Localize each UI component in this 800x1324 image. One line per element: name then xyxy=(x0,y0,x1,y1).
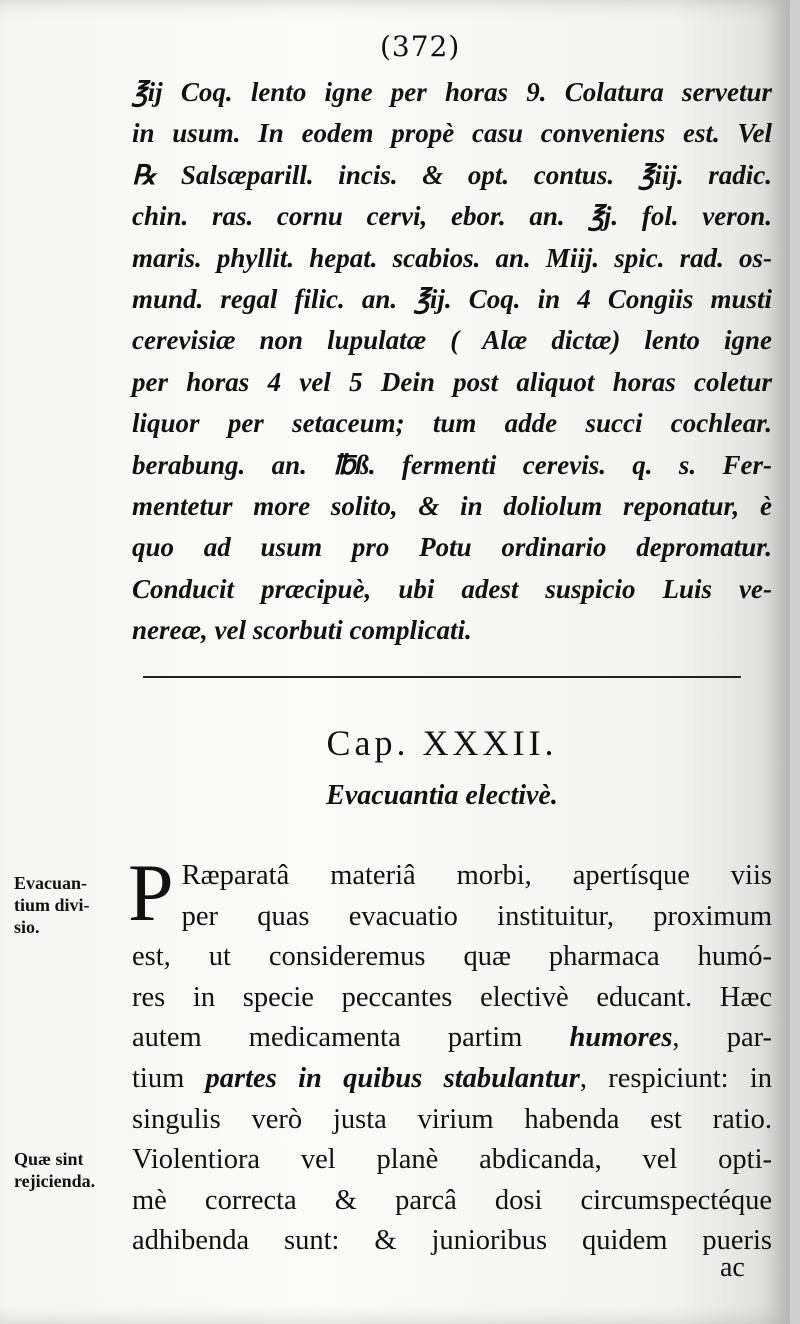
text-line: in usum. In eodem propè casu conveniens est. Vel xyxy=(132,118,772,149)
text-line: mund. regal filic. an. ℥ij. Coq. in 4 Congiis musti xyxy=(132,284,772,315)
recipe-paragraph xyxy=(132,72,772,652)
text-line: quo ad usum pro Potu ordinario depromatur. xyxy=(132,532,772,563)
drop-cap: P xyxy=(128,847,174,938)
text-line: Conducit præcipuè, ubi adest suspicio Luis ve- xyxy=(132,573,772,604)
catchword: ac xyxy=(720,1252,745,1283)
text-line: per horas 4 vel 5 Dein post aliquot horas coletur xyxy=(132,366,772,397)
margin-note-division xyxy=(14,872,90,938)
text-line: nereæ, vel scorbuti complicati. xyxy=(132,615,472,646)
margin-note-line: tium divi- xyxy=(14,895,90,915)
text-line: berabung. an. ℔ß. fermenti cerevis. q. s. Fer- xyxy=(132,449,772,480)
text-line: Violentiora vel planè abdicanda, vel opti- xyxy=(132,1144,772,1176)
text-line: chin. ras. cornu cervi, ebor. an. ℥j. fol. veron. xyxy=(132,201,772,232)
text-line: Ræparatâ materiâ morbi, apertísque viis xyxy=(181,860,772,891)
text-run: , par- xyxy=(672,1022,773,1054)
section-divider xyxy=(143,676,741,678)
chapter-body xyxy=(128,847,773,1262)
text-line: cerevisiæ non lupulatæ ( Alæ dictæ) lento igne xyxy=(132,325,772,356)
text-line: liquor per setaceum; tum adde succi cochlear. xyxy=(132,408,772,439)
text-line: res in specie peccantes electivè educant. Hæc xyxy=(132,981,772,1013)
chapter-title: Cap. XXXII. xyxy=(326,723,558,763)
text-line: mentetur more solito, & in doliolum reponatur, è xyxy=(132,491,772,522)
text-line: mè correcta & parcâ dosi circumspectéque xyxy=(132,1184,772,1216)
text-line: ℥ij Coq. lento igne per horas 9. Colatura servetur xyxy=(132,77,772,107)
text-line: maris. phyllit. hepat. scabios. an. Miij. spic. rad. os- xyxy=(132,242,772,273)
emphasis-text: partes in quibus xyxy=(205,1062,423,1094)
chapter-subtitle: Evacuantia electivè. xyxy=(326,780,558,811)
margin-note-rejection xyxy=(14,1148,95,1192)
text-line: est, ut consideremus quæ pharmaca humó- xyxy=(132,941,772,973)
text-line: per quas evacuatio instituitur, proximum xyxy=(181,900,772,932)
text-line: adhibenda sunt: & junioribus quidem pueris xyxy=(132,1225,772,1257)
text-run: tium xyxy=(132,1062,185,1094)
margin-note-line: sio. xyxy=(14,917,40,937)
text-run: , respiciunt: in xyxy=(579,1062,773,1094)
emphasis-text: humores xyxy=(569,1022,673,1054)
margin-note-line: Evacuan- xyxy=(14,873,88,893)
emphasis-text: stabulantur xyxy=(443,1062,580,1094)
margin-note-line: rejicienda. xyxy=(14,1171,96,1191)
margin-note-line: Quæ sint xyxy=(14,1149,84,1169)
text-line: singulis verò justa virium habenda est ratio. xyxy=(132,1103,772,1135)
text-line xyxy=(132,1018,772,1059)
page-number: (372) xyxy=(380,30,461,63)
text-run: autem medicamenta partim xyxy=(132,1022,523,1054)
text-line: ℞ Salsæparill. incis. & opt. contus. ℥iij. radic. xyxy=(132,159,772,190)
text-line xyxy=(132,1059,772,1100)
